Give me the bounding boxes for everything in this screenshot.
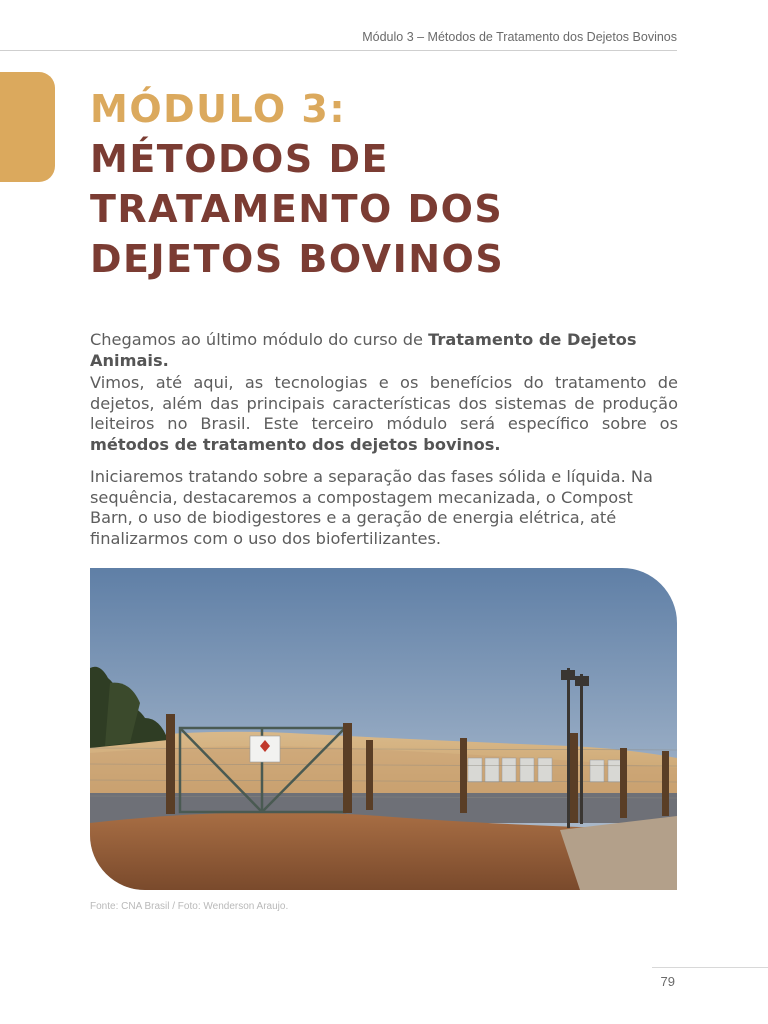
- footer-divider: [652, 967, 768, 968]
- intro-paragraph-1-text: Chegamos ao último módulo do curso de: [90, 330, 429, 349]
- intro-paragraph-2-text: Vimos, até aqui, as tecnologias e os benefícios do tratamento de dejetos, além das principais características dos sistemas de produção leiteiros no Brasil. Este terceiro módulo será específico sobre os: [90, 373, 678, 433]
- module-topic: métodos de tratamento dos dejetos bovinos.: [90, 434, 501, 454]
- module-side-tab: [0, 72, 55, 182]
- module-label: MÓDULO 3:: [90, 87, 347, 131]
- title-line-3: DEJETOS BOVINOS: [90, 237, 505, 281]
- title-line-1: MÉTODOS DE: [90, 137, 389, 181]
- page-number: 79: [660, 974, 675, 989]
- header-divider: [0, 50, 677, 51]
- module-title: [90, 84, 690, 284]
- photo-caption: Fonte: CNA Brasil / Foto: Wenderson Araujo.: [90, 901, 289, 912]
- intro-paragraph-1: [90, 330, 678, 371]
- intro-paragraph-3: Iniciaremos tratando sobre a separação das fases sólida e líquida. Na sequência, destacaremos a compostagem mecanizada, o Compost Barn, o uso de biodigestores e a geração de energia elétrica, até finalizarmos com o uso dos biofertilizantes.: [90, 467, 653, 548]
- intro-paragraph-2: [90, 373, 678, 455]
- biodigester-photo: [90, 568, 677, 890]
- running-header: Módulo 3 – Métodos de Tratamento dos Dejetos Bovinos: [362, 30, 677, 44]
- title-line-2: TRATAMENTO DOS: [90, 187, 504, 231]
- course-name: Tratamento de Dejetos Animais.: [90, 330, 637, 370]
